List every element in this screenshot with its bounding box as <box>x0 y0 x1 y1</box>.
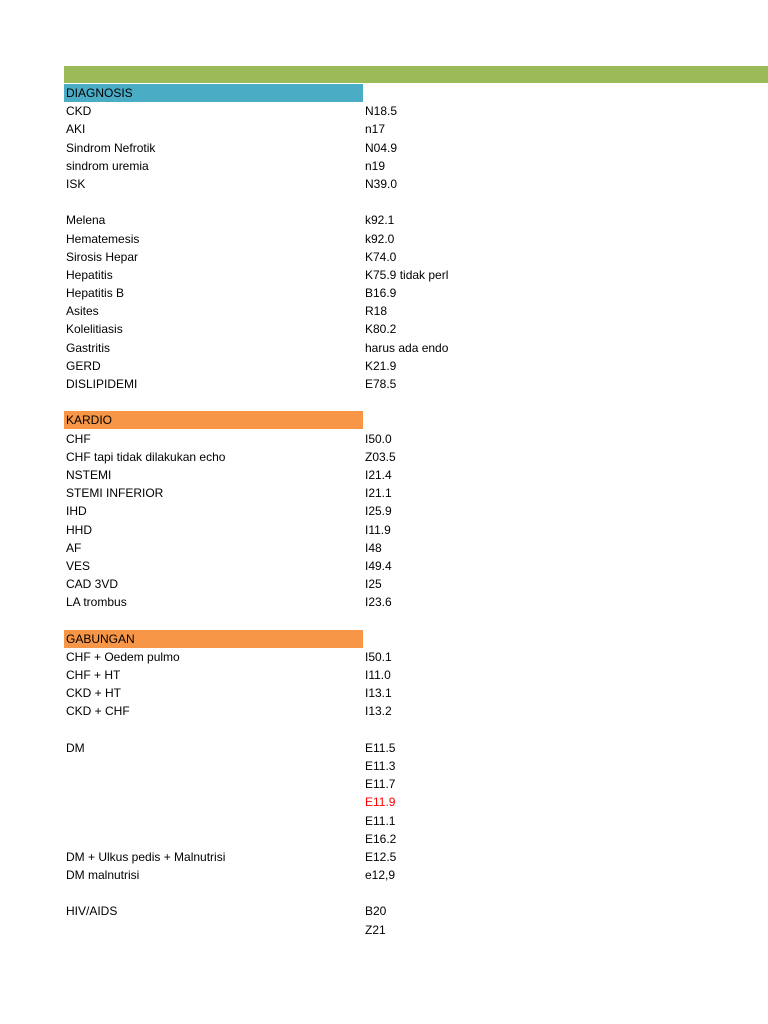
blank-row <box>0 721 768 739</box>
icd-code: I25.9 <box>365 504 392 519</box>
icd-code: I11.0 <box>365 668 391 682</box>
diagnosis-row <box>0 848 768 866</box>
diagnosis-row <box>0 266 768 284</box>
diagnosis-row <box>0 375 768 393</box>
diagnosis-label: Kolelitiasis <box>66 322 123 337</box>
section-header-row <box>0 630 768 648</box>
section-header-row <box>0 84 768 102</box>
diagnosis-label: sindrom uremia <box>66 158 149 173</box>
icd-code: I49.4 <box>365 558 392 573</box>
blank-row <box>0 393 768 411</box>
diagnosis-row <box>0 593 768 611</box>
diagnosis-label: DM malnutrisi <box>66 868 140 883</box>
diagnosis-row <box>0 157 768 175</box>
diagnosis-label: DM <box>66 740 85 755</box>
icd-code: E11.3 <box>365 758 396 773</box>
diagnosis-row <box>0 339 768 357</box>
diagnosis-label: STEMI INFERIOR <box>66 486 164 501</box>
diagnosis-label: CHF tapi tidak dilakukan echo <box>66 449 226 464</box>
icd-code: I50.0 <box>365 431 392 446</box>
diagnosis-row <box>0 357 768 375</box>
diagnosis-row <box>0 521 768 539</box>
diagnosis-row <box>0 702 768 720</box>
diagnosis-row <box>0 211 768 229</box>
icd-code: harus ada endo <box>365 340 449 355</box>
icd-code: K21.9 <box>365 358 397 373</box>
diagnosis-label: HIV/AIDS <box>66 904 118 919</box>
diagnosis-row <box>0 230 768 248</box>
diagnosis-row <box>0 757 768 775</box>
diagnosis-row <box>0 484 768 502</box>
diagnosis-row <box>0 248 768 266</box>
diagnosis-label: AKI <box>66 122 86 137</box>
diagnosis-row <box>0 666 768 684</box>
icd-code: I21.4 <box>365 467 392 482</box>
diagnosis-label: Hematemesis <box>66 231 140 246</box>
diagnosis-label: Hepatitis <box>66 267 113 282</box>
diagnosis-row <box>0 866 768 884</box>
diagnosis-label: Gastritis <box>66 340 111 355</box>
icd-code: e12,9 <box>365 868 396 883</box>
section-header-label: DIAGNOSIS <box>66 86 133 100</box>
diagnosis-label: DISLIPIDEMI <box>66 377 138 391</box>
icd-code: E11.5 <box>365 740 396 755</box>
icd-code: K80.2 <box>365 322 397 337</box>
icd-code: I21.1 <box>365 486 392 501</box>
icd-code: K74.0 <box>365 249 397 264</box>
icd-code: k92.1 <box>365 213 395 228</box>
diagnosis-label: VES <box>66 558 91 573</box>
icd-code: E11.9 <box>365 795 396 810</box>
icd-code: I23.6 <box>365 595 392 610</box>
diagnosis-label: Hepatitis B <box>66 286 125 301</box>
diagnosis-label: GERD <box>66 358 101 373</box>
icd-code: I48 <box>365 540 382 555</box>
diagnosis-row <box>0 284 768 302</box>
icd-code: k92.0 <box>365 231 395 246</box>
diagnosis-row <box>0 830 768 848</box>
diagnosis-row <box>0 557 768 575</box>
diagnosis-label: CHF + Oedem pulmo <box>66 649 180 664</box>
icd-code: I25 <box>365 577 382 592</box>
diagnosis-row <box>0 120 768 138</box>
diagnosis-label: HHD <box>66 522 92 537</box>
section-header <box>64 411 363 429</box>
diagnosis-row <box>0 139 768 157</box>
diagnosis-label: CKD + HT <box>66 686 122 701</box>
icd-code: I13.1 <box>365 686 392 701</box>
diagnosis-row <box>0 466 768 484</box>
icd-code: I11.9 <box>365 522 391 537</box>
diagnosis-label: CKD <box>66 104 92 119</box>
diagnosis-label: CHF + HT <box>66 668 121 682</box>
blank-row <box>0 193 768 211</box>
icd-code: Z03.5 <box>365 449 396 464</box>
diagnosis-label: IHD <box>66 504 87 519</box>
diagnosis-row <box>0 102 768 120</box>
diagnosis-label: Asites <box>66 304 99 319</box>
section-header-row <box>0 411 768 429</box>
diagnosis-row <box>0 502 768 520</box>
icd-code: E16.2 <box>365 831 397 846</box>
diagnosis-label: DM + Ulkus pedis + Malnutrisi <box>66 849 226 864</box>
diagnosis-label: AF <box>66 540 82 555</box>
diagnosis-row <box>0 575 768 593</box>
header-color-band <box>64 66 768 83</box>
icd-code: E11.7 <box>365 777 396 792</box>
icd-code: n17 <box>365 122 386 137</box>
blank-row <box>0 884 768 902</box>
diagnosis-label: LA trombus <box>66 595 127 610</box>
icd-code: B20 <box>365 904 387 919</box>
icd-code: N04.9 <box>365 140 398 155</box>
diagnosis-label: CAD 3VD <box>66 577 119 592</box>
icd-code: I13.2 <box>365 704 392 719</box>
icd-code: E78.5 <box>365 377 397 391</box>
diagnosis-row <box>0 793 768 811</box>
icd-code: Z21 <box>365 922 386 937</box>
diagnosis-row <box>0 902 768 920</box>
diagnosis-label: ISK <box>66 176 86 191</box>
diagnosis-label: Sirosis Hepar <box>66 249 139 264</box>
diagnosis-row <box>0 539 768 557</box>
diagnosis-row <box>0 775 768 793</box>
icd-code: I50.1 <box>365 649 392 664</box>
icd-code: K75.9 tidak perl <box>365 267 449 282</box>
icd-code: E12.5 <box>365 849 397 864</box>
icd-code: B16.9 <box>365 286 397 301</box>
diagnosis-label: CHF <box>66 431 91 446</box>
section-header <box>64 84 363 102</box>
diagnosis-label: NSTEMI <box>66 467 112 482</box>
icd-code: n19 <box>365 158 386 173</box>
icd-code: E11.1 <box>365 813 396 828</box>
diagnosis-label: CKD + CHF <box>66 704 130 719</box>
diagnosis-row <box>0 812 768 830</box>
diagnosis-label: Melena <box>66 213 106 228</box>
icd-code: N39.0 <box>365 176 398 191</box>
diagnosis-row <box>0 739 768 757</box>
diagnosis-row <box>0 684 768 702</box>
diagnosis-code-list <box>0 84 768 939</box>
section-header <box>64 630 363 648</box>
icd-code: R18 <box>365 304 388 319</box>
section-header-label: GABUNGAN <box>66 631 135 646</box>
diagnosis-row <box>0 320 768 338</box>
section-header-label: KARDIO <box>66 413 113 428</box>
blank-row <box>0 611 768 629</box>
icd-code: N18.5 <box>365 104 398 119</box>
diagnosis-row <box>0 175 768 193</box>
diagnosis-row <box>0 448 768 466</box>
diagnosis-row <box>0 648 768 666</box>
diagnosis-row <box>0 921 768 939</box>
diagnosis-row <box>0 430 768 448</box>
diagnosis-row <box>0 302 768 320</box>
diagnosis-label: Sindrom Nefrotik <box>66 140 156 155</box>
